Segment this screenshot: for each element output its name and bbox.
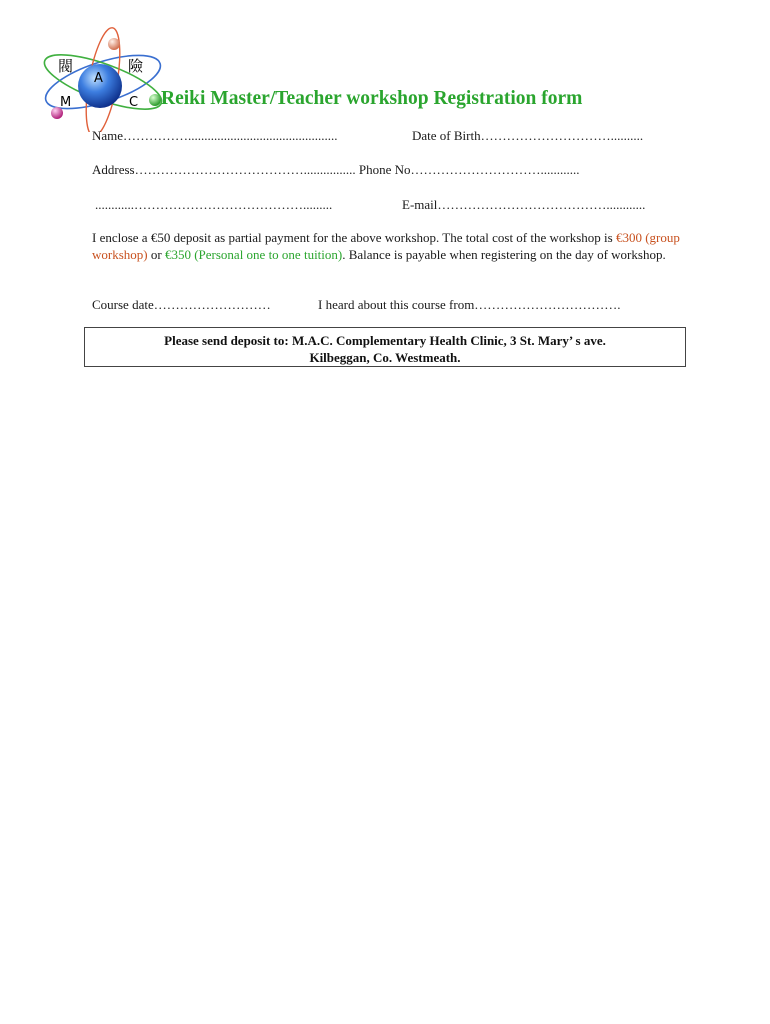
ball-peach <box>108 38 120 50</box>
heard-about-field[interactable]: I heard about this course from……………………………. <box>318 297 621 312</box>
payment-text-1: I enclose a €50 deposit as partial payment for the above workshop. The total cost of the workshop is <box>92 230 616 245</box>
logo-letter-m: M <box>60 95 72 110</box>
price-personal: €350 (Personal one to one tuition) <box>164 246 343 262</box>
address-phone-field[interactable]: Address…………………………………................ Phone No…………………………............ <box>92 162 580 177</box>
ball-green <box>149 94 161 106</box>
logo-letter-c: C <box>129 95 139 110</box>
address-continued-field[interactable]: ............…………………………………......... <box>95 197 333 212</box>
price-group: €300 (group workshop) <box>92 230 680 262</box>
logo-glyph-left: 閥 <box>58 57 74 75</box>
form-title: Reiki Master/Teacher workshop Registration form <box>161 88 583 109</box>
deposit-box <box>84 327 686 367</box>
deposit-line-2: Kilbeggan, Co. Westmeath. <box>309 350 461 365</box>
name-field[interactable]: Name…………….............................................. <box>92 128 338 143</box>
payment-paragraph <box>92 230 682 263</box>
payment-or: or <box>147 246 165 262</box>
payment-text-2: . Balance is payable when registering on the day of workshop. <box>342 246 666 262</box>
email-field[interactable]: E-mail…………………………………............ <box>402 197 646 212</box>
course-date-field[interactable]: Course date……………………… <box>92 297 271 312</box>
mac-logo <box>40 22 170 132</box>
logo-letter-a: A <box>94 71 103 86</box>
deposit-line-1: Please send deposit to: M.A.C. Complementary Health Clinic, 3 St. Mary’ s ave. <box>164 333 606 348</box>
logo-glyph-right: 險 <box>128 57 144 75</box>
dob-field[interactable]: Date of Birth………………………….......... <box>412 128 644 143</box>
